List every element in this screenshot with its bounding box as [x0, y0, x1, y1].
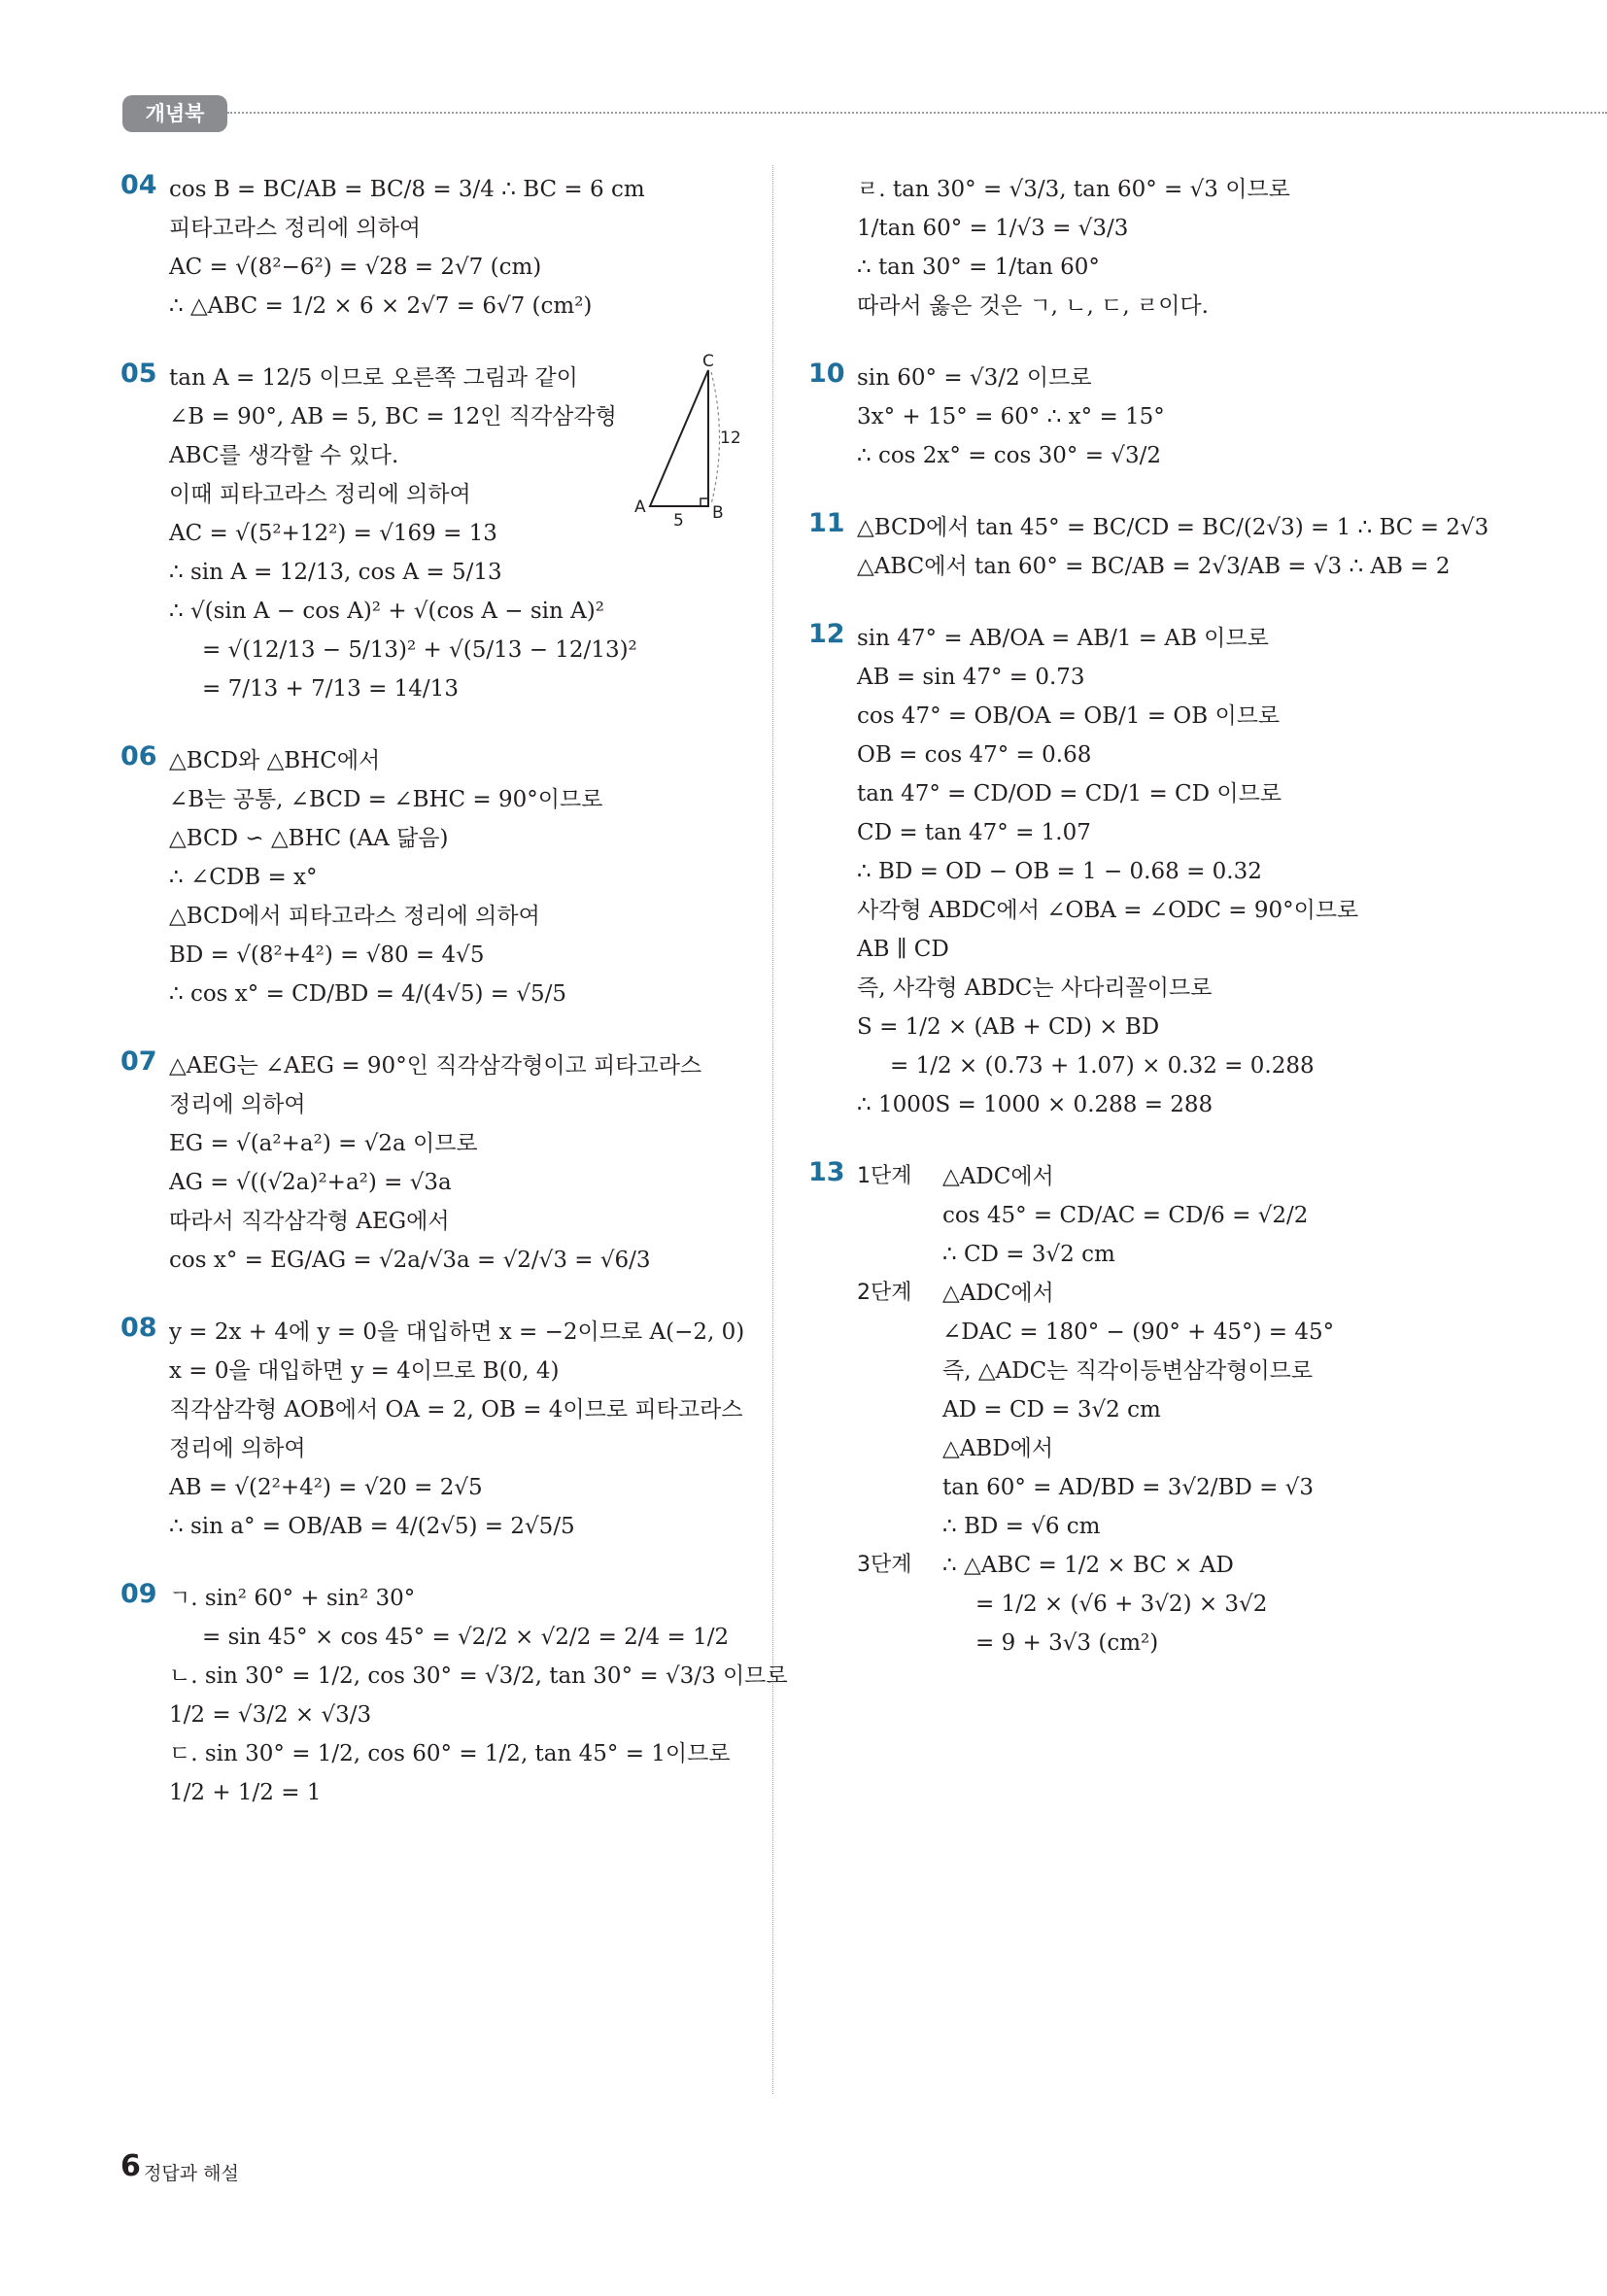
- step-body: [942, 1157, 1576, 1274]
- solution-line: 3x° + 15° = 60° ∴ x° = 15°: [857, 404, 1165, 429]
- solution-step: [857, 1157, 1576, 1274]
- solution-line: ∴ √(sin A − cos A)² + √(cos A − sin A)²: [169, 599, 604, 624]
- problem-body: [169, 170, 747, 326]
- solution-line: ∴ CD = 3√2 cm: [942, 1242, 1115, 1267]
- solution-line: sin 47° = AB/OA = AB/1 = AB 이므로: [857, 626, 1269, 651]
- solution-line: 1/2 + 1/2 = 1: [169, 1780, 322, 1805]
- step-body: [942, 1546, 1576, 1662]
- solution-line: cos x° = EG/AG = √2a/√3a = √2/√3 = √6/3: [169, 1248, 651, 1273]
- solution-line: = 9 + 3√3 (cm²): [975, 1630, 1159, 1656]
- solution-line: CD = tan 47° = 1.07: [857, 820, 1091, 845]
- problem-09: [120, 1579, 788, 1812]
- solution-step: [857, 1274, 1576, 1546]
- solution-line: △BCD에서 tan 45° = BC/CD = BC/(2√3) = 1 ∴ BC = 2√3: [857, 515, 1489, 540]
- problem-07: [120, 1046, 747, 1280]
- right-angle-mark: [701, 498, 708, 506]
- solution-line: ∴ △ABC = 1/2 × 6 × 2√7 = 6√7 (cm²): [169, 293, 593, 319]
- solution-line: OB = cos 47° = 0.68: [857, 742, 1092, 768]
- solution-line: AC = √(8²−6²) = √28 = 2√7 (cm): [169, 255, 542, 280]
- problem-body: [169, 1579, 788, 1812]
- solution-line: ∴ cos 2x° = cos 30° = √3/2: [857, 443, 1161, 468]
- problem-body: [857, 619, 1576, 1124]
- problem-body: [169, 741, 747, 1013]
- solution-line: tan A = 12/5 이므로 오른쪽 그림과 같이: [169, 365, 578, 391]
- problem-number: 05: [120, 359, 157, 389]
- solution-line: cos 45° = CD/AC = CD/6 = √2/2: [942, 1203, 1309, 1228]
- solution-line: sin 60° = √3/2 이므로: [857, 365, 1092, 391]
- solution-line: AD = CD = 3√2 cm: [942, 1397, 1161, 1422]
- solution-line: ∠B는 공통, ∠BCD = ∠BHC = 90°이므로: [169, 787, 603, 812]
- solution-line: 이때 피타고라스 정리에 의하여: [169, 482, 471, 507]
- dimension-arc: [711, 372, 720, 504]
- solution-line: ㄷ. sin 30° = 1/2, cos 60° = 1/2, tan 45° = 1이므로: [169, 1741, 731, 1766]
- step-label: 1단계: [857, 1164, 912, 1188]
- solution-line: ㄴ. sin 30° = 1/2, cos 30° = √3/2, tan 30° = √3/3 이므로: [169, 1663, 788, 1689]
- right-triangle-figure: [631, 351, 747, 535]
- solution-line: tan 47° = CD/OD = CD/1 = CD 이므로: [857, 781, 1282, 806]
- solution-line: tan 60° = AD/BD = 3√2/BD = √3: [942, 1475, 1314, 1500]
- solution-step: [857, 1546, 1576, 1662]
- figure-label: 12: [720, 428, 741, 448]
- solution-line: AC = √(5²+12²) = √169 = 13: [169, 521, 497, 546]
- solution-line: EG = √(a²+a²) = √2a 이므로: [169, 1131, 478, 1156]
- solution-line: ∴ sin A = 12/13, cos A = 5/13: [169, 560, 502, 585]
- solution-line: 1/tan 60° = 1/√3 = √3/3: [857, 216, 1129, 241]
- solution-line: △BCD에서 피타고라스 정리에 의하여: [169, 904, 540, 929]
- problem-number: 11: [808, 508, 845, 538]
- figure-label: C: [702, 352, 714, 371]
- solution-line: 피타고라스 정리에 의하여: [169, 216, 422, 241]
- solution-line: x = 0을 대입하면 y = 4이므로 B(0, 4): [169, 1358, 560, 1384]
- solution-line: AG = √((√2a)²+a²) = √3a: [169, 1170, 452, 1195]
- footer-label: 정답과 해설: [144, 2163, 239, 2184]
- problem-number: 13: [808, 1157, 845, 1187]
- solution-line: ∴ △ABC = 1/2 × BC × AD: [942, 1553, 1234, 1578]
- solution-line: △ADC에서: [942, 1164, 1054, 1189]
- solution-line: = 1/2 × (√6 + 3√2) × 3√2: [975, 1592, 1268, 1617]
- problem-number: 09: [120, 1579, 157, 1609]
- solution-line: △ABC에서 tan 60° = BC/AB = 2√3/AB = √3 ∴ AB = 2: [857, 554, 1451, 579]
- solution-line: △BCD와 △BHC에서: [169, 748, 381, 773]
- solution-line: AB = √(2²+4²) = √20 = 2√5: [169, 1475, 483, 1500]
- problem-number: 06: [120, 741, 157, 771]
- solution-line: ㄹ. tan 30° = √3/3, tan 60° = √3 이므로: [857, 177, 1290, 202]
- solution-line: ∠DAC = 180° − (90° + 45°) = 45°: [942, 1319, 1335, 1345]
- problem-13: [808, 1157, 1576, 1662]
- solution-line: ∴ cos x° = CD/BD = 4/(4√5) = √5/5: [169, 981, 566, 1007]
- problem-10: [808, 359, 1576, 475]
- solution-line: ㄱ. sin² 60° + sin² 30°: [169, 1586, 416, 1611]
- problem-body: [857, 170, 1576, 326]
- column-divider: [772, 165, 773, 2094]
- solution-line: △AEG는 ∠AEG = 90°인 직각삼각형이고 피타고라스: [169, 1053, 702, 1079]
- triangle-shape: [650, 370, 708, 506]
- solution-line: 즉, 사각형 ABDC는 사다리꼴이므로: [857, 976, 1213, 1001]
- problem-cont: [808, 170, 1576, 326]
- solution-line: 직각삼각형 AOB에서 OA = 2, OB = 4이므로 피타고라스: [169, 1397, 743, 1422]
- step-label: 2단계: [857, 1281, 912, 1305]
- problem-number: 08: [120, 1313, 157, 1343]
- solution-line: ∴ sin a° = OB/AB = 4/(2√5) = 2√5/5: [169, 1514, 575, 1539]
- problem-body: [169, 1313, 747, 1546]
- solution-line: ABC를 생각할 수 있다.: [169, 443, 399, 468]
- solution-line: ∴ tan 30° = 1/tan 60°: [857, 255, 1100, 280]
- page-number: 6: [120, 2149, 141, 2183]
- header-divider: [227, 112, 1607, 114]
- step-body: [942, 1274, 1576, 1546]
- solution-line: 즉, △ADC는 직각이등변삼각형이므로: [942, 1358, 1314, 1384]
- problem-number: 07: [120, 1046, 157, 1077]
- solution-line: ∴ 1000S = 1000 × 0.288 = 288: [857, 1092, 1214, 1117]
- solution-line: ∴ BD = OD − OB = 1 − 0.68 = 0.32: [857, 859, 1262, 884]
- problem-number: 10: [808, 359, 845, 389]
- solution-line: △BCD ∽ △BHC (AA 닮음): [169, 826, 449, 851]
- problem-body: [857, 359, 1576, 475]
- problem-06: [120, 741, 747, 1013]
- solution-line: △ABD에서: [942, 1436, 1054, 1461]
- figure-label: 5: [673, 511, 684, 531]
- right-column: [808, 170, 1576, 1696]
- solution-line: ∠B = 90°, AB = 5, BC = 12인 직각삼각형: [169, 404, 617, 429]
- problem-body: [169, 1046, 747, 1280]
- solution-line: = √(12/13 − 5/13)² + √(5/13 − 12/13)²: [202, 637, 637, 663]
- left-column: [120, 170, 788, 1845]
- problem-body: [857, 508, 1576, 586]
- solution-line: 따라서 직각삼각형 AEG에서: [169, 1209, 450, 1234]
- solution-line: 사각형 ABDC에서 ∠OBA = ∠ODC = 90°이므로: [857, 898, 1359, 923]
- step-label: 3단계: [857, 1553, 912, 1577]
- section-tab: 개념북: [122, 95, 227, 132]
- solution-line: = 7/13 + 7/13 = 14/13: [202, 676, 459, 702]
- problem-body: [857, 1157, 1576, 1662]
- figure-label: A: [634, 497, 646, 517]
- solution-line: ∴ BD = √6 cm: [942, 1514, 1101, 1539]
- solution-line: cos 47° = OB/OA = OB/1 = OB 이므로: [857, 703, 1281, 729]
- problem-11: [808, 508, 1576, 586]
- problem-08: [120, 1313, 747, 1546]
- problem-12: [808, 619, 1576, 1124]
- problem-05: [120, 352, 747, 708]
- solution-line: BD = √(8²+4²) = √80 = 4√5: [169, 942, 485, 968]
- solution-line: AB = sin 47° = 0.73: [857, 665, 1085, 690]
- problem-04: [120, 170, 747, 326]
- solution-line: 정리에 의하여: [169, 1092, 306, 1117]
- solution-line: = 1/2 × (0.73 + 1.07) × 0.32 = 0.288: [890, 1053, 1315, 1079]
- solution-line: AB ∥ CD: [857, 937, 949, 962]
- figure-label: B: [712, 503, 724, 523]
- solution-line: 1/2 = √3/2 × √3/3: [169, 1702, 372, 1728]
- solution-line: ∴ ∠CDB = x°: [169, 865, 318, 890]
- solution-line: 정리에 의하여: [169, 1436, 306, 1461]
- solution-line: cos B = BC/AB = BC/8 = 3/4 ∴ BC = 6 cm: [169, 177, 645, 202]
- problem-number: 12: [808, 619, 845, 649]
- solution-line: △ADC에서: [942, 1281, 1054, 1306]
- solution-line: S = 1/2 × (AB + CD) × BD: [857, 1014, 1160, 1040]
- solution-line: 따라서 옳은 것은 ㄱ, ㄴ, ㄷ, ㄹ이다.: [857, 293, 1209, 319]
- solution-line: y = 2x + 4에 y = 0을 대입하면 x = −2이므로 A(−2, 0): [169, 1319, 745, 1345]
- problem-number: 04: [120, 170, 157, 200]
- solution-line: = sin 45° × cos 45° = √2/2 × √2/2 = 2/4 = 1/2: [202, 1625, 730, 1650]
